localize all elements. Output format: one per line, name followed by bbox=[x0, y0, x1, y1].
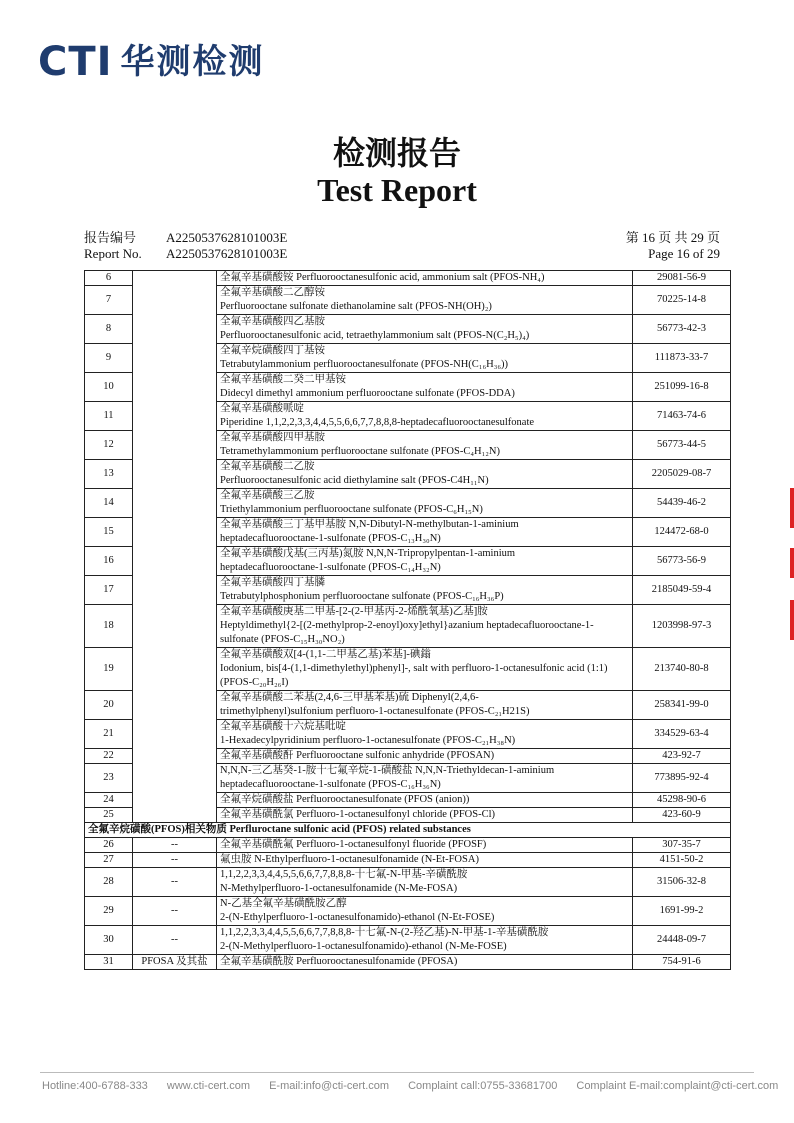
footer-email: E-mail:info@cti-cert.com bbox=[269, 1080, 390, 1092]
cas-number: 213740-80-8 bbox=[633, 648, 731, 691]
cas-number: 773895-92-4 bbox=[633, 764, 731, 793]
substance-name bbox=[217, 402, 633, 431]
substance-name-line2: 2-(N-Methylperfluoro-1-octanesulfonamido)-ethanol (N-Me-FOSE) bbox=[220, 941, 507, 952]
substance-name-line2: Perfluorooctanesulfonic acid diethylamine salt (PFOS-C4H₁₁N) bbox=[220, 475, 489, 486]
substance-name bbox=[217, 518, 633, 547]
row-number: 12 bbox=[85, 431, 133, 460]
row-number: 31 bbox=[85, 955, 133, 970]
substance-name-line2: Triethylammonium perfluorooctane sulfonate (PFOS-C₆H₁₅N) bbox=[220, 504, 483, 515]
substance-name bbox=[217, 720, 633, 749]
substance-name-line2: 1-Hexadecylpyridinium perfluoro-1-octanesulfonate (PFOS-C₂₁H₃₈N) bbox=[220, 735, 516, 746]
cas-number: 423-60-9 bbox=[633, 808, 731, 823]
section-title: 全氟辛烷磺酸(PFOS)相关物质 Perfluroctane sulfonic acid (PFOS) related substances bbox=[85, 823, 731, 838]
substance-name bbox=[217, 431, 633, 460]
cas-number: 124472-68-0 bbox=[633, 518, 731, 547]
cas-number: 258341-99-0 bbox=[633, 691, 731, 720]
category-cell: -- bbox=[133, 926, 217, 955]
substance-name-line1: 全氟辛基磺酸酐 Perfluorooctane sulfonic anhydride (PFOSAN) bbox=[220, 750, 495, 761]
category-cell bbox=[133, 271, 217, 823]
substance-name bbox=[217, 460, 633, 489]
substance-name-line2: 2-(N-Ethylperfluoro-1-octanesulfonamido)-ethanol (N-Et-FOSE) bbox=[220, 912, 495, 923]
substance-name bbox=[217, 897, 633, 926]
substance-name-line1: 1,1,2,2,3,3,4,4,5,5,6,6,7,7,8,8,8-十七氟-N-甲基-辛磺酰胺 bbox=[220, 869, 468, 880]
substance-name-line1: N,N,N-三乙基癸-1-胺十七氟辛烷-1-磺酸盐 N,N,N-Triethyldecan-1-aminium bbox=[220, 765, 555, 776]
substance-name-line2: Tetrabutylphosphonium perfluorooctane sulfonate (PFOS-C₁₆H₃₆P) bbox=[220, 591, 504, 602]
substance-name-line2: Piperidine 1,1,2,2,3,3,4,4,5,5,6,6,7,7,8,8,8-heptadecafluorooctanesulfonate bbox=[220, 417, 535, 428]
substance-name bbox=[217, 605, 633, 648]
substance-name-line1: 氟虫胺 N-Ethylperfluoro-1-octanesulfonamide (N-Et-FOSA) bbox=[220, 854, 479, 865]
row-number: 7 bbox=[85, 286, 133, 315]
category-cell: -- bbox=[133, 853, 217, 868]
report-no-value-cn: A2250537628101003E bbox=[166, 230, 288, 245]
category-cell: -- bbox=[133, 897, 217, 926]
cas-number: 334529-63-4 bbox=[633, 720, 731, 749]
cas-number: 31506-32-8 bbox=[633, 868, 731, 897]
cas-number: 2185049-59-4 bbox=[633, 576, 731, 605]
substance-name bbox=[217, 764, 633, 793]
substance-name-line2: heptadecafluorooctane-1-sulfonate (PFOS-C₁₄H₃₂N) bbox=[220, 562, 441, 573]
cas-number: 1203998-97-3 bbox=[633, 605, 731, 648]
footer-complaint-email: Complaint E-mail:complaint@cti-cert.com bbox=[576, 1080, 779, 1092]
substance-name-line2: Perfluorooctanesulfonic acid, tetraethylammonium salt (PFOS-N(C₂H₅)₄) bbox=[220, 330, 530, 341]
substance-name-line1: N-乙基全氟辛基磺酰胺乙醇 bbox=[220, 898, 347, 909]
row-number: 27 bbox=[85, 853, 133, 868]
substance-name bbox=[217, 808, 633, 823]
row-number: 18 bbox=[85, 605, 133, 648]
table-row bbox=[85, 271, 731, 286]
substance-name-line1: 全氟辛基磺酸四甲基胺 bbox=[220, 432, 325, 443]
substance-name-line2: Didecyl dimethyl ammonium perfluorooctane sulfonate (PFOS-DDA) bbox=[220, 388, 515, 399]
table-row bbox=[85, 853, 731, 868]
row-number: 21 bbox=[85, 720, 133, 749]
substance-name bbox=[217, 926, 633, 955]
substance-name-line1: 全氟辛基磺酸三丁基甲基胺 N,N-Dibutyl-N-methylbutan-1-aminium bbox=[220, 519, 519, 530]
substance-name-line1: 全氟辛基磺酸哌啶 bbox=[220, 403, 304, 414]
report-no-label-en: Report No. bbox=[84, 246, 142, 261]
substance-name-line1: 全氟辛基磺酸二乙胺 bbox=[220, 461, 315, 472]
row-number: 17 bbox=[85, 576, 133, 605]
edge-seal-mark bbox=[790, 600, 794, 640]
table-row bbox=[85, 955, 731, 970]
section-header-row bbox=[85, 823, 731, 838]
page-title-english: Test Report bbox=[317, 172, 477, 208]
row-number: 14 bbox=[85, 489, 133, 518]
substance-name-line2: Heptyldimethyl{2-[(2-methylprop-2-enoyl)oxy]ethyl}azanium heptadecafluorooctane-1-sulfonate (PFOS-C₁₅H₃₀NO₂) bbox=[220, 620, 594, 645]
substance-name bbox=[217, 955, 633, 970]
row-number: 24 bbox=[85, 793, 133, 808]
category-cell: PFOSA 及其盐 bbox=[133, 955, 217, 970]
edge-seal-mark bbox=[790, 548, 794, 578]
substance-name bbox=[217, 271, 633, 286]
row-number: 25 bbox=[85, 808, 133, 823]
row-number: 19 bbox=[85, 648, 133, 691]
substance-name-line1: 全氟辛基磺酰氯 Perfluoro-1-octanesulfonyl chloride (PFOS-Cl) bbox=[220, 809, 496, 820]
category-cell: -- bbox=[133, 838, 217, 853]
substance-table bbox=[84, 270, 731, 970]
report-no-label-cn: 报告编号 bbox=[84, 230, 137, 245]
substance-name-line2: heptadecafluorooctane-1-sulfonate (PFOS-C₁₆H₃₆N) bbox=[220, 779, 441, 790]
table-row bbox=[85, 838, 731, 853]
substance-name-line2: Tetrabutylammonium perfluorooctanesulfonate (PFOS-NH(C₁₆H₃₆)) bbox=[220, 359, 509, 370]
substance-name bbox=[217, 868, 633, 897]
cas-number: 70225-14-8 bbox=[633, 286, 731, 315]
row-number: 20 bbox=[85, 691, 133, 720]
logo-chinese-name: 华测检测 bbox=[120, 42, 265, 82]
cas-number: 307-35-7 bbox=[633, 838, 731, 853]
footer-website: www.cti-cert.com bbox=[166, 1080, 250, 1092]
cas-number: 423-92-7 bbox=[633, 749, 731, 764]
substance-name bbox=[217, 373, 633, 402]
row-number: 15 bbox=[85, 518, 133, 547]
row-number: 22 bbox=[85, 749, 133, 764]
substance-name-line1: 全氟辛基磺酰氟 Perfluoro-1-octanesulfonyl fluoride (PFOSF) bbox=[220, 839, 487, 850]
footer-complaint-call: Complaint call:0755-33681700 bbox=[408, 1080, 558, 1092]
table-row bbox=[85, 897, 731, 926]
page-number-block bbox=[626, 230, 720, 262]
page-title-chinese: 检测报告 bbox=[332, 134, 461, 172]
substance-name bbox=[217, 648, 633, 691]
substance-name-line1: 全氟辛基磺酸十六烷基吡啶 bbox=[220, 721, 346, 732]
substance-name-line1: 全氟辛基磺酸双[4-(1,1-二甲基乙基)苯基]-碘鎓 bbox=[220, 649, 431, 660]
substance-name-line1: 全氟辛基磺酸二乙醇铵 bbox=[220, 287, 325, 298]
table-row bbox=[85, 926, 731, 955]
substance-name-line2: N-Methylperfluoro-1-octanesulfonamide (N-Me-FOSA) bbox=[220, 883, 458, 894]
substance-name-line2: heptadecafluorooctane-1-sulfonate (PFOS-C₁₃H₃₀N) bbox=[220, 533, 441, 544]
substance-name-line1: 全氟辛烷磺酸盐 Perfluorooctanesulfonate (PFOS (anion)) bbox=[220, 794, 470, 805]
substance-name bbox=[217, 547, 633, 576]
footer-hotline: Hotline:400-6788-333 bbox=[42, 1080, 148, 1092]
substance-name bbox=[217, 838, 633, 853]
cas-number: 24448-09-7 bbox=[633, 926, 731, 955]
footer-divider bbox=[40, 1072, 754, 1073]
cas-number: 29081-56-9 bbox=[633, 271, 731, 286]
substance-name-line1: 全氟辛基磺酰胺 Perfluorooctanesulfonamide (PFOSA) bbox=[220, 956, 458, 967]
report-no-value-en: A2250537628101003E bbox=[166, 246, 288, 261]
cas-number: 56773-42-3 bbox=[633, 315, 731, 344]
row-number: 11 bbox=[85, 402, 133, 431]
cas-number: 71463-74-6 bbox=[633, 402, 731, 431]
substance-name-line1: 全氟辛基磺酸四丁基膦 bbox=[220, 577, 325, 588]
substance-name-line1: 全氟辛烷磺酸四丁基铵 bbox=[220, 345, 325, 356]
row-number: 28 bbox=[85, 868, 133, 897]
substance-name-line2: Tetramethylammonium perfluorooctane sulfonate (PFOS-C₄H₁₂N) bbox=[220, 446, 500, 457]
row-number: 26 bbox=[85, 838, 133, 853]
row-number: 30 bbox=[85, 926, 133, 955]
substance-name bbox=[217, 853, 633, 868]
substance-name bbox=[217, 286, 633, 315]
cas-number: 45298-90-6 bbox=[633, 793, 731, 808]
substance-name-line1: 全氟辛基磺酸铵 Perfluorooctanesulfonic acid, ammonium salt (PFOS-NH₄) bbox=[220, 272, 545, 283]
substance-name bbox=[217, 344, 633, 373]
substance-name-line1: 全氟辛基磺酸二癸二甲基铵 bbox=[220, 374, 346, 385]
substance-name-line1: 1,1,2,2,3,3,4,4,5,5,6,6,7,7,8,8,8-十七氟-N-(2-羟乙基)-N-甲基-1-辛基磺酰胺 bbox=[220, 927, 549, 938]
substance-name-line2: trimethylphenyl)sulfonium perfluoro-1-octanesulfonate (PFOS-C₂₁H21S) bbox=[220, 706, 530, 717]
row-number: 10 bbox=[85, 373, 133, 402]
row-number: 9 bbox=[85, 344, 133, 373]
substance-name-line1: 全氟辛基磺酸戊基(三丙基)氮胺 N,N,N-Tripropylpentan-1-aminium bbox=[220, 548, 516, 559]
substance-name-line1: 全氟辛基磺酸四乙基胺 bbox=[220, 316, 325, 327]
page-number-cn: 第 16 页 共 29 页 bbox=[625, 230, 720, 245]
page-footer bbox=[42, 1080, 794, 1092]
row-number: 29 bbox=[85, 897, 133, 926]
category-cell: -- bbox=[133, 868, 217, 897]
table-row bbox=[85, 868, 731, 897]
substance-name bbox=[217, 489, 633, 518]
substance-name bbox=[217, 749, 633, 764]
cas-number: 4151-50-2 bbox=[633, 853, 731, 868]
report-number-block bbox=[84, 230, 287, 262]
row-number: 6 bbox=[85, 271, 133, 286]
cas-number: 56773-56-9 bbox=[633, 547, 731, 576]
substance-name bbox=[217, 691, 633, 720]
cas-number: 56773-44-5 bbox=[633, 431, 731, 460]
cas-number: 1691-99-2 bbox=[633, 897, 731, 926]
substance-name bbox=[217, 576, 633, 605]
row-number: 13 bbox=[85, 460, 133, 489]
substance-name-line2: Iodonium, bis[4-(1,1-dimethylethyl)phenyl]-, salt with perfluoro-1-octanesulfonic acid (1:1) (PFOS-C₂₀H₂₆I) bbox=[220, 663, 608, 688]
substance-name-line1: 全氟辛基磺酸庚基二甲基-[2-(2-甲基丙-2-烯酰氧基)乙基]胺 bbox=[220, 606, 488, 617]
cas-number: 2205029-08-7 bbox=[633, 460, 731, 489]
substance-name-line1: 全氟辛基磺酸二苯基(2,4,6-三甲基苯基)硫 Diphenyl(2,4,6- bbox=[220, 692, 479, 703]
substance-name-line2: Perfluorooctane sulfonate diethanolamine salt (PFOS-NH(OH)₂) bbox=[220, 301, 492, 312]
edge-seal-mark bbox=[790, 488, 794, 528]
substance-name bbox=[217, 315, 633, 344]
cas-number: 251099-16-8 bbox=[633, 373, 731, 402]
logo-brand: CTI bbox=[38, 39, 113, 85]
cas-number: 754-91-6 bbox=[633, 955, 731, 970]
page-number-en: Page 16 of 29 bbox=[648, 246, 720, 261]
substance-name bbox=[217, 793, 633, 808]
row-number: 16 bbox=[85, 547, 133, 576]
row-number: 23 bbox=[85, 764, 133, 793]
cas-number: 54439-46-2 bbox=[633, 489, 731, 518]
company-logo bbox=[38, 39, 265, 85]
cas-number: 111873-33-7 bbox=[633, 344, 731, 373]
substance-name-line1: 全氟辛基磺酸三乙胺 bbox=[220, 490, 315, 501]
row-number: 8 bbox=[85, 315, 133, 344]
